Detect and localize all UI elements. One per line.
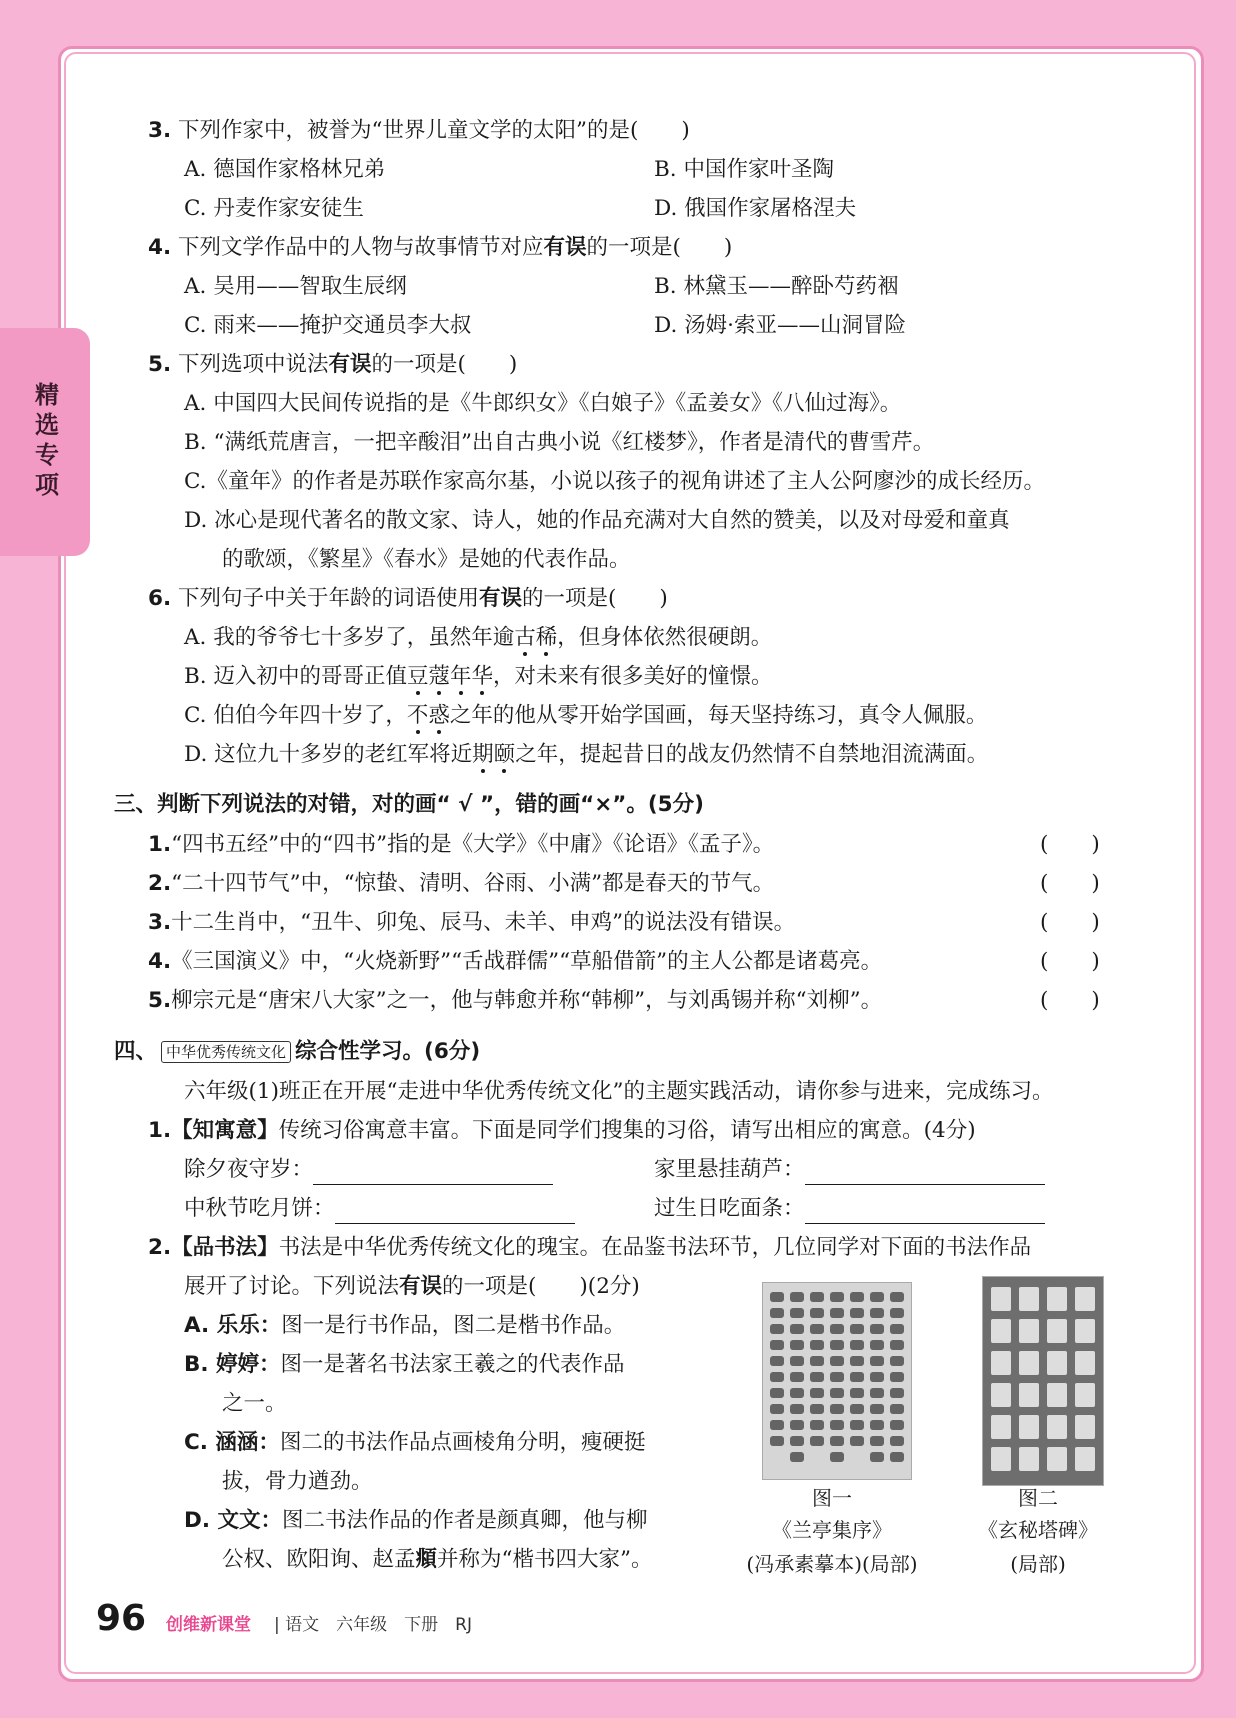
s4-q2-option-c: C. 涵涵：图二的书法作品点画棱角分明，瘦硬挺: [184, 1430, 646, 1455]
s4-q2-option-d: D. 文文：图二书法作品的作者是颜真卿，他与柳: [184, 1508, 648, 1533]
custom-field-4: 过生日吃面条：: [654, 1194, 1045, 1224]
q3-stem: 3. 下列作家中，被誉为“世界儿童文学的太阳”的是( ): [148, 118, 690, 143]
q5-option-a: A. 中国四大民间传说指的是《牛郎织女》《白娘子》《孟姜女》《八仙过海》。: [184, 391, 902, 416]
calligraphy-image-2: [982, 1276, 1104, 1486]
q3-option-a: A. 德国作家格林兄弟: [184, 157, 386, 182]
q6-option-b: B. 迈入初中的哥哥正值豆蔻年华，对未来有很多美好的憧憬。: [184, 662, 773, 692]
judge-item-2: 2.“二十四节气”中，“惊蛰、清明、谷雨、小满”都是春天的节气。: [148, 871, 775, 896]
s4-q2-option-b-cont: 之一。: [222, 1391, 287, 1416]
q5-option-d: D. 冰心是现代著名的散文家、诗人，她的作品充满对大自然的赞美，以及对母爱和童真: [184, 508, 1010, 533]
q6-option-d: D. 这位九十多岁的老红军将近期颐之年，提起昔日的战友仍然情不自禁地泪流满面。: [184, 740, 988, 770]
emphasis-char: 期: [472, 742, 494, 767]
custom-field-2: 家里悬挂葫芦：: [654, 1155, 1045, 1185]
emphasis-char: 年: [450, 664, 472, 689]
page-number: 96: [96, 1598, 147, 1639]
footer-brand: 创维新课堂: [166, 1615, 251, 1635]
q3-option-c: C. 丹麦作家安徒生: [184, 196, 364, 221]
q4-option-b: B. 林黛玉——醉卧芍药裀: [654, 274, 899, 299]
figure-1-title: 《兰亭集序》: [772, 1518, 892, 1542]
q6-option-a: A. 我的爷爷七十多岁了，虽然年逾古稀，但身体依然很硬朗。: [184, 623, 772, 653]
judge-item-5: 5.柳宗元是“唐宋八大家”之一，他与韩愈并称“韩柳”，与刘禹锡并称“刘柳”。: [148, 988, 883, 1013]
s4-q2-option-d-cont: 公权、欧阳询、赵孟頫并称为“楷书四大家”。: [222, 1547, 653, 1572]
emphasis-char: 颐: [493, 742, 516, 767]
answer-paren-1[interactable]: ( ): [1040, 832, 1100, 857]
emphasis-char: 惑: [428, 703, 450, 728]
q5-option-c: C.《童年》的作者是苏联作家高尔基，小说以孩子的视角讲述了主人公阿廖沙的成长经历。: [184, 469, 1046, 494]
judge-item-4: 4.《三国演义》中，“火烧新野”“舌战群儒”“草船借箭”的主人公都是诸葛亮。: [148, 949, 883, 974]
q4-option-c: C. 雨来——掩护交通员李大叔: [184, 313, 472, 338]
custom-field-3: 中秋节吃月饼：: [184, 1194, 575, 1224]
emphasis-char: 稀: [535, 625, 558, 650]
s4-q2-option-c-cont: 拔，骨力遒劲。: [222, 1469, 373, 1494]
answer-paren-2[interactable]: ( ): [1040, 871, 1100, 896]
q4-option-d: D. 汤姆·索亚——山洞冒险: [654, 313, 906, 338]
judge-item-3: 3.十二生肖中，“丑牛、卯兔、辰马、未羊、申鸡”的说法没有错误。: [148, 910, 796, 935]
emphasis-dots: [514, 623, 557, 653]
section-3-title: 三、判断下列说法的对错，对的画“ √ ”，错的画“×”。(5分): [114, 792, 704, 817]
q6-option-c: C. 伯伯今年四十岁了，不惑之年的他从零开始学国画，每天坚持练习，真令人佩服。: [184, 701, 987, 731]
section-4-title: 四、 中华优秀传统文化 综合性学习。(6分): [114, 1039, 481, 1064]
s4-q2-option-a: A. 乐乐：图一是行书作品，图二是楷书作品。: [184, 1313, 626, 1338]
q5-stem: 5. 下列选项中说法有误的一项是( ): [148, 352, 518, 377]
side-tab-label: 精选专项: [30, 382, 59, 502]
answer-blank-1[interactable]: [313, 1160, 553, 1185]
s4-q1-stem: 1.【知寓意】传统习俗寓意丰富。下面是同学们搜集的习俗，请写出相应的寓意。(4分): [148, 1118, 976, 1143]
figure-1-note: (冯承素摹本)(局部): [746, 1552, 918, 1576]
emphasis-char: 蔻: [428, 664, 451, 689]
answer-blank-3[interactable]: [335, 1199, 575, 1224]
q5-option-d-cont: 的歌颂，《繁星》《春水》是她的代表作品。: [222, 547, 631, 572]
figure-1-label: 图一: [812, 1486, 852, 1510]
answer-blank-4[interactable]: [805, 1199, 1045, 1224]
emphasis-dots: [472, 740, 515, 770]
s4-q2-stem: 2.【品书法】书法是中华优秀传统文化的瑰宝。在品鉴书法环节，几位同学对下面的书法作品: [148, 1235, 1032, 1260]
answer-blank-2[interactable]: [805, 1160, 1045, 1185]
calligraphy-image-1: [762, 1282, 912, 1480]
judge-item-1: 1.“四书五经”中的“四书”指的是《大学》《中庸》《论语》《孟子》。: [148, 832, 775, 857]
s4-q2-option-b: B. 婷婷：图一是著名书法家王羲之的代表作品: [184, 1352, 625, 1377]
emphasis-dots: [407, 662, 493, 692]
emphasis-char: 不: [406, 703, 429, 728]
footer-info: | 语文 六年级 下册 RJ: [274, 1615, 472, 1635]
figure-2-label: 图二: [1018, 1486, 1058, 1510]
q5-option-b: B. “满纸荒唐言，一把辛酸泪”出自古典小说《红楼梦》，作者是清代的曹雪芹。: [184, 430, 935, 455]
custom-field-1: 除夕夜守岁：: [184, 1155, 553, 1185]
emphasis-char: 古: [514, 625, 536, 650]
q4-option-a: A. 吴用——智取生辰纲: [184, 274, 407, 299]
figure-2-note: (局部): [1010, 1552, 1066, 1576]
q3-option-d: D. 俄国作家屠格涅夫: [654, 196, 857, 221]
answer-paren-3[interactable]: ( ): [1040, 910, 1100, 935]
s4-q2-stem-cont: 展开了讨论。下列说法有误的一项是( )(2分): [184, 1274, 640, 1299]
answer-paren-4[interactable]: ( ): [1040, 949, 1100, 974]
category-tag: 中华优秀传统文化: [161, 1041, 291, 1063]
emphasis-dots: [407, 701, 450, 731]
section-4-intro: 六年级(1)班正在开展“走进中华优秀传统文化”的主题实践活动，请你参与进来，完成练习。: [184, 1079, 1054, 1104]
side-tab: [0, 328, 90, 556]
q6-stem: 6. 下列句子中关于年龄的词语使用有误的一项是( ): [148, 586, 668, 611]
q3-option-b: B. 中国作家叶圣陶: [654, 157, 834, 182]
emphasis-char: 华: [471, 664, 494, 689]
answer-paren-5[interactable]: ( ): [1040, 988, 1100, 1013]
q4-stem: 4. 下列文学作品中的人物与故事情节对应有误的一项是( ): [148, 235, 733, 260]
emphasis-char: 豆: [406, 664, 429, 689]
figure-2-title: 《玄秘塔碑》: [978, 1518, 1098, 1542]
